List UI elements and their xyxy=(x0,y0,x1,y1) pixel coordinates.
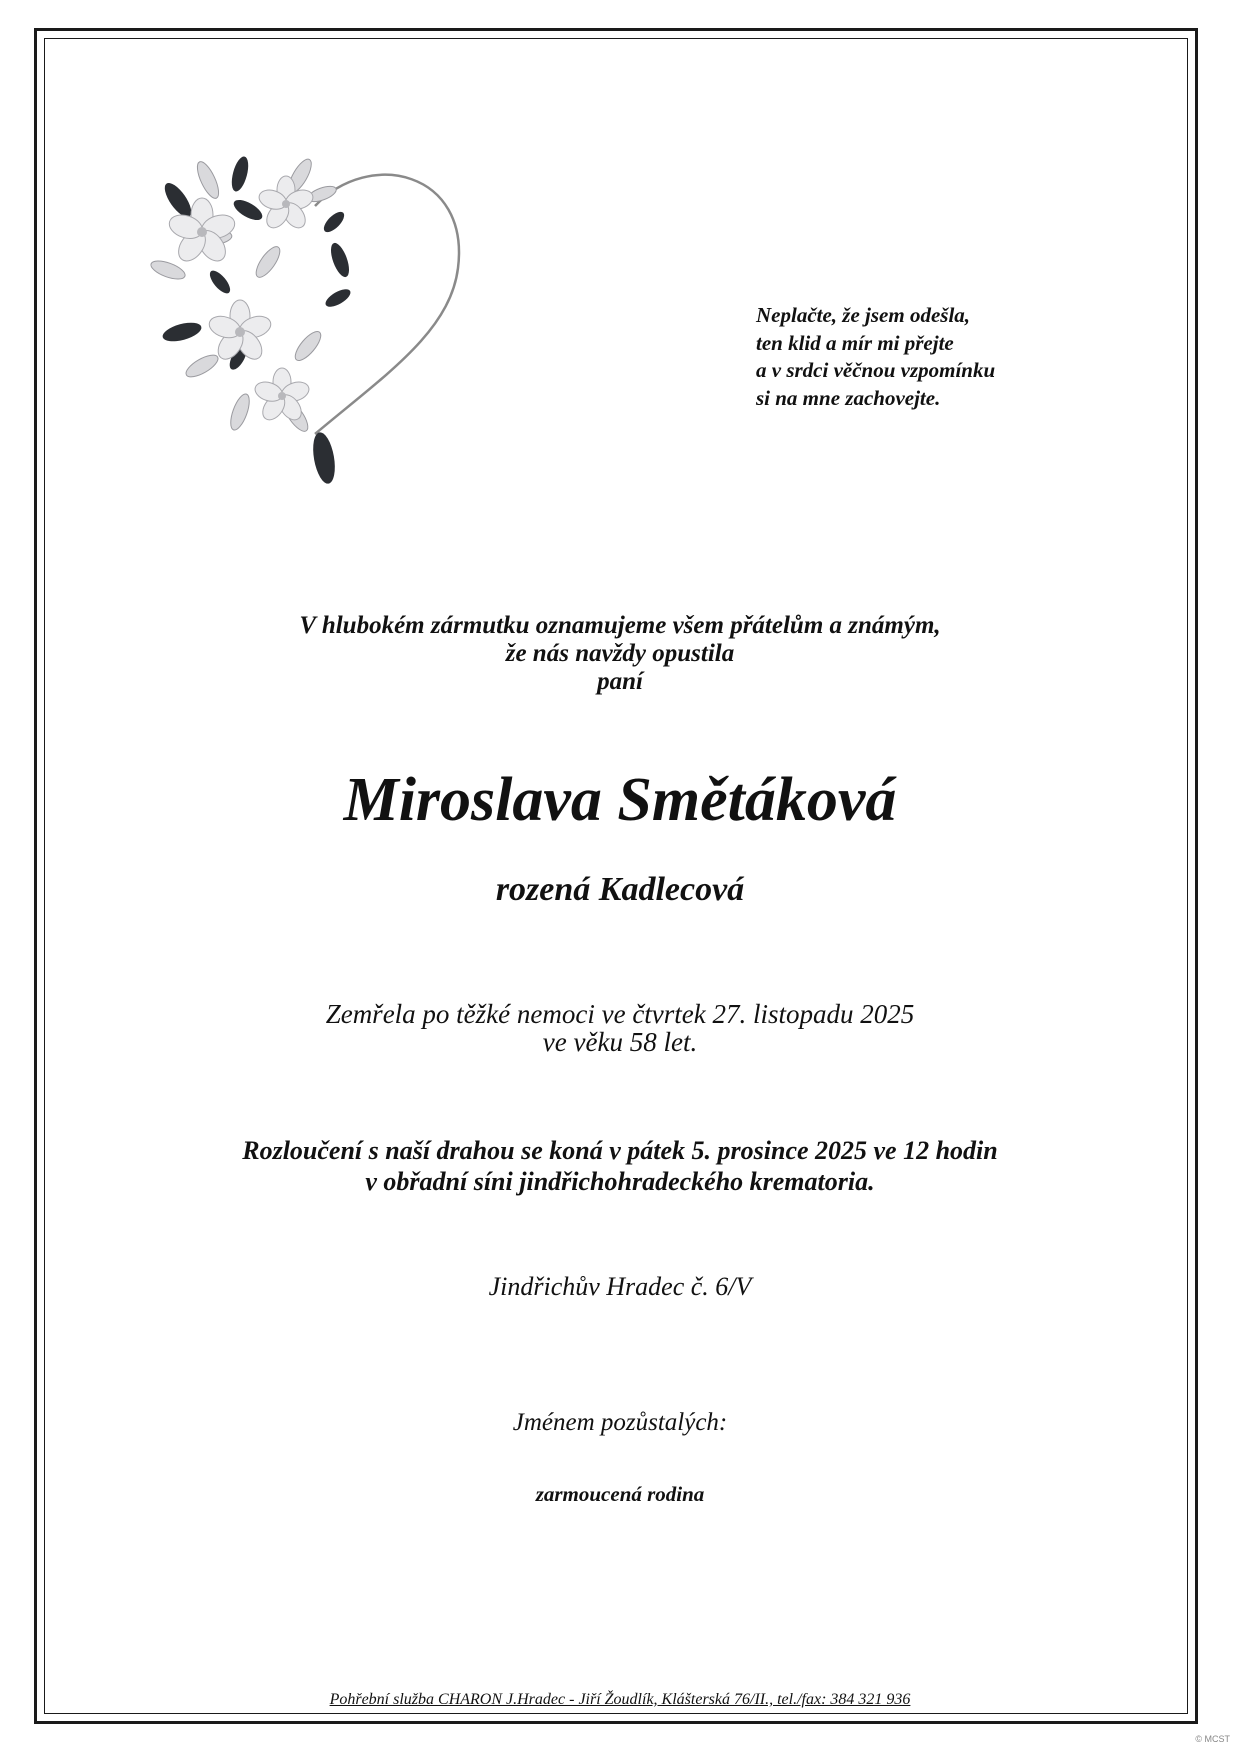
poem-line: si na mne zachovejte. xyxy=(756,385,941,410)
announcement-intro xyxy=(0,612,1240,696)
poem xyxy=(756,302,1116,412)
poem-line: a v srdci věčnou vzpomínku xyxy=(756,358,996,382)
footer-text: Pohřební služba CHARON J.Hradec - Jiří Žoudlík, Klášterská 76/II., tel./fax: 384 321 936 xyxy=(329,1691,911,1708)
maiden-name: rozená Kadlecová xyxy=(495,871,745,908)
death-line: Zemřela po těžké nemoci ve čtvrtek 27. listopadu 2025 xyxy=(325,999,915,1029)
death-line: ve věku 58 let. xyxy=(542,1027,698,1057)
farewell-line: v obřadní síni jindřichohradeckého krematoria. xyxy=(365,1167,875,1196)
poem-line: ten klid a mír mi přejte xyxy=(756,330,954,355)
poem-line: Neplačte, že jsem odešla, xyxy=(756,303,971,327)
farewell-details xyxy=(0,1135,1240,1197)
intro-line: paní xyxy=(597,668,643,695)
family-signature: zarmoucená rodina xyxy=(535,1482,705,1506)
intro-line: V hlubokém zármutku oznamujeme všem přátelům a známým, xyxy=(299,612,941,639)
deceased-name: Miroslava Smětáková xyxy=(343,766,897,834)
farewell-line: Rozloučení s naší drahou se koná v pátek 5. prosince 2025 ve 12 hodin xyxy=(242,1136,998,1165)
funeral-service-footer xyxy=(0,1690,1240,1710)
heart-with-flowers-icon xyxy=(140,150,500,510)
intro-line: že nás navždy opustila xyxy=(505,640,735,667)
family-address: Jindřichův Hradec č. 6/V xyxy=(488,1272,752,1301)
flower-2 xyxy=(257,176,316,232)
death-details xyxy=(0,1000,1240,1056)
watermark: © MCST xyxy=(1195,1734,1230,1744)
on-behalf-label: Jménem pozůstalých: xyxy=(512,1409,728,1436)
